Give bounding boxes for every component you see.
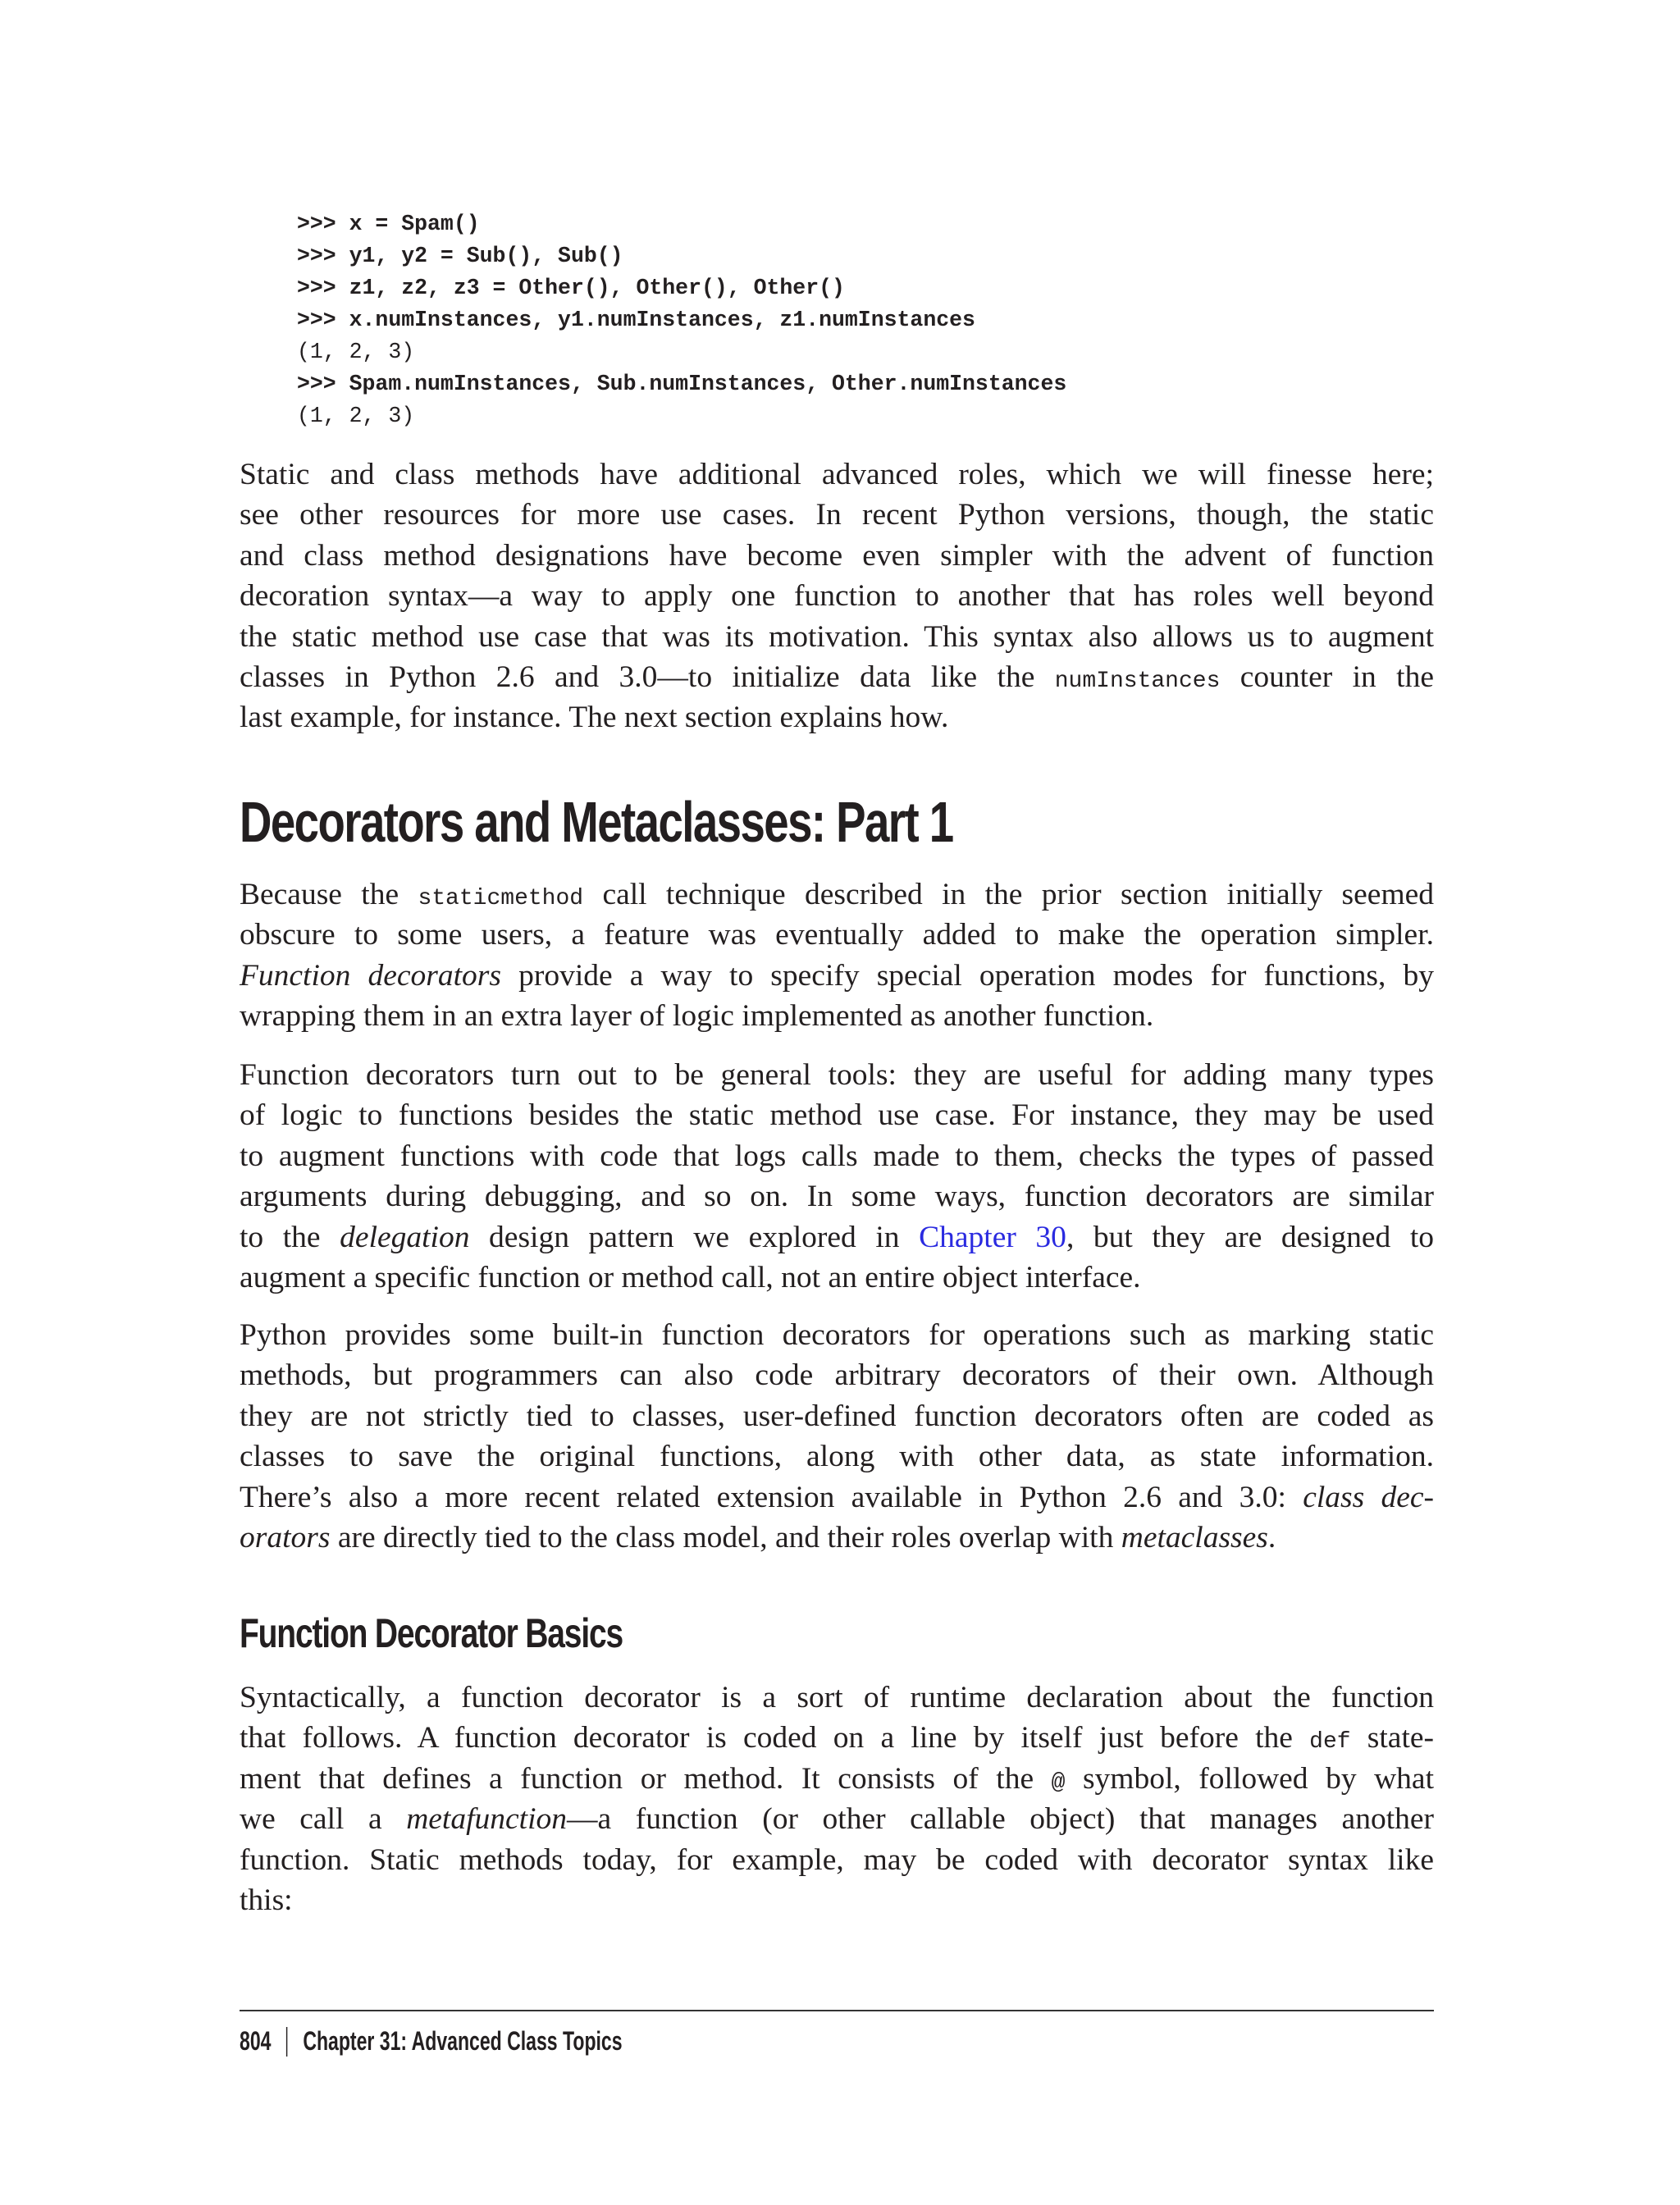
text-run: decoration syntax—a way to apply one function to another that has roles well beyond — [240, 579, 1434, 614]
text-run: design pattern we explored in — [469, 1220, 920, 1254]
page-footer — [240, 2026, 623, 2057]
text-line — [240, 657, 1434, 697]
text-run: methods, but programmers can also code arbitrary decorators of their own. Although — [240, 1358, 1434, 1393]
code-input-line: >>> z1, z2, z3 = Other(), Other(), Other() — [297, 276, 845, 300]
text-run: arguments during debugging, and so on. In some ways, function decorators are similar — [240, 1180, 1434, 1214]
text-run: state- — [1350, 1721, 1434, 1755]
text-run: call technique described in the prior section initially seemed — [583, 878, 1435, 911]
text-line — [240, 1436, 1434, 1477]
text-run: wrapping them in an extra layer of logic implemented as another function. — [240, 999, 1154, 1034]
text-line — [240, 1840, 1434, 1880]
code-input-line: >>> x.numInstances, y1.numInstances, z1.numInstances — [297, 308, 975, 332]
section-heading: Decorators and Metaclasses: Part 1 — [240, 790, 953, 854]
footer-separator — [286, 2027, 287, 2057]
text-line — [240, 1759, 1434, 1799]
text-line — [240, 1258, 1434, 1298]
text-run: Syntactically, a function decorator is a sort of runtime declaration about the function — [240, 1681, 1434, 1714]
code-input-line: >>> Spam.numInstances, Sub.numInstances, Other.numInstances — [297, 372, 1067, 396]
text-run: obscure to some users, a feature was eventually added to make the operation simpler. — [240, 918, 1434, 952]
text-line — [240, 1718, 1434, 1758]
emphasis-text: class dec- — [1303, 1480, 1434, 1514]
text-line — [240, 1176, 1434, 1217]
emphasis-text: Function decorators — [240, 958, 501, 993]
text-line — [240, 874, 1434, 915]
text-run: the static method use case that was its motivation. This syntax also allows us to augment — [240, 619, 1434, 654]
chapter-title: Chapter 31: Advanced Class Topics — [303, 2026, 623, 2056]
text-run: to the — [240, 1220, 340, 1254]
text-line — [240, 1355, 1434, 1395]
text-line — [240, 617, 1434, 657]
text-run: provide a way to specify special operation modes for functions, by — [500, 958, 1434, 993]
text-line — [240, 536, 1434, 576]
code-input-line: >>> x = Spam() — [297, 212, 480, 236]
text-line — [240, 915, 1434, 955]
text-run: classes to save the original functions, along with other data, as state information. — [240, 1440, 1434, 1474]
text-run: function. Static methods today, for example, may be coded with decorator syntax like — [240, 1842, 1434, 1877]
text-line — [240, 454, 1434, 495]
text-line — [240, 576, 1434, 616]
inline-code: @ — [1051, 1769, 1066, 1796]
paragraph-general-tools — [240, 1055, 1434, 1298]
text-run: this: — [240, 1883, 293, 1917]
chapter-link[interactable]: Chapter 30 — [919, 1220, 1066, 1254]
text-run: that follows. A function decorator is coded on a line by itself just before the — [240, 1721, 1310, 1755]
text-line — [240, 1799, 1434, 1839]
text-line — [240, 1217, 1434, 1258]
text-run: of logic to functions besides the static method use case. For instance, they may be used — [240, 1098, 1434, 1133]
text-line — [240, 1055, 1434, 1095]
text-run: are directly tied to the class model, and their roles overlap with — [330, 1520, 1121, 1554]
emphasis-text: metaclasses — [1121, 1520, 1268, 1554]
text-run: they are not strictly tied to classes, user-defined function decorators often are coded as — [240, 1399, 1434, 1433]
text-line — [240, 495, 1434, 535]
text-run: Because the — [240, 878, 418, 911]
paragraph-syntax — [240, 1678, 1434, 1920]
text-run: . — [1267, 1520, 1276, 1554]
text-line — [240, 697, 1434, 737]
text-line — [240, 1095, 1434, 1135]
text-run: augment a specific function or method call, not an entire object interface. — [240, 1260, 1141, 1294]
text-line — [240, 996, 1434, 1036]
paragraph-decorators-intro — [240, 874, 1434, 1037]
text-line — [240, 1678, 1434, 1718]
text-line — [240, 1315, 1434, 1355]
text-run: ment that defines a function or method. It consists of the — [240, 1761, 1052, 1796]
inline-code: numInstances — [1054, 668, 1221, 694]
text-run: —a function (or other callable object) that manages another — [567, 1802, 1434, 1837]
text-run: Function decorators turn out to be general tools: they are useful for adding many types — [240, 1058, 1434, 1092]
text-line — [240, 1136, 1434, 1176]
text-run: last example, for instance. The next section explains how. — [240, 701, 949, 735]
text-run: classes in Python 2.6 and 3.0—to initialize data like the — [240, 660, 1055, 694]
inline-code: def — [1309, 1729, 1351, 1755]
footer-rule — [240, 2010, 1434, 2011]
text-run: symbol, followed by what — [1065, 1761, 1434, 1796]
emphasis-text: metafunction — [406, 1802, 567, 1837]
text-run: see other resources for more use cases. In recent Python versions, though, the static — [240, 498, 1434, 532]
emphasis-text: delegation — [340, 1220, 470, 1254]
text-line — [240, 956, 1434, 996]
text-run: Static and class methods have additional advanced roles, which we will finesse here; — [240, 458, 1434, 491]
text-run: , but they are designed to — [1066, 1220, 1434, 1254]
text-line — [240, 1477, 1434, 1518]
paragraph-static-methods — [240, 454, 1434, 738]
paragraph-builtin-decorators — [240, 1315, 1434, 1558]
text-line — [240, 1518, 1434, 1558]
text-run: Python provides some built-in function decorators for operations such as marking static — [240, 1318, 1434, 1352]
text-line — [240, 1880, 1434, 1920]
code-output-line: (1, 2, 3) — [297, 404, 415, 428]
code-input-line: >>> y1, y2 = Sub(), Sub() — [297, 244, 623, 268]
emphasis-text: orators — [240, 1520, 331, 1554]
code-output-line: (1, 2, 3) — [297, 340, 415, 364]
text-run: There’s also a more recent related extension available in Python 2.6 and 3.0: — [240, 1480, 1303, 1514]
text-line — [240, 1396, 1434, 1436]
text-run: and class method designations have become even simpler with the advent of function — [240, 538, 1434, 573]
text-run: we call a — [240, 1802, 407, 1837]
inline-code: staticmethod — [418, 886, 584, 911]
text-run: counter in the — [1220, 660, 1434, 694]
code-block — [297, 208, 1066, 432]
subsection-heading: Function Decorator Basics — [240, 1610, 623, 1656]
page-number: 804 — [240, 2026, 272, 2056]
text-run: to augment functions with code that logs calls made to them, checks the types of passed — [240, 1139, 1434, 1173]
